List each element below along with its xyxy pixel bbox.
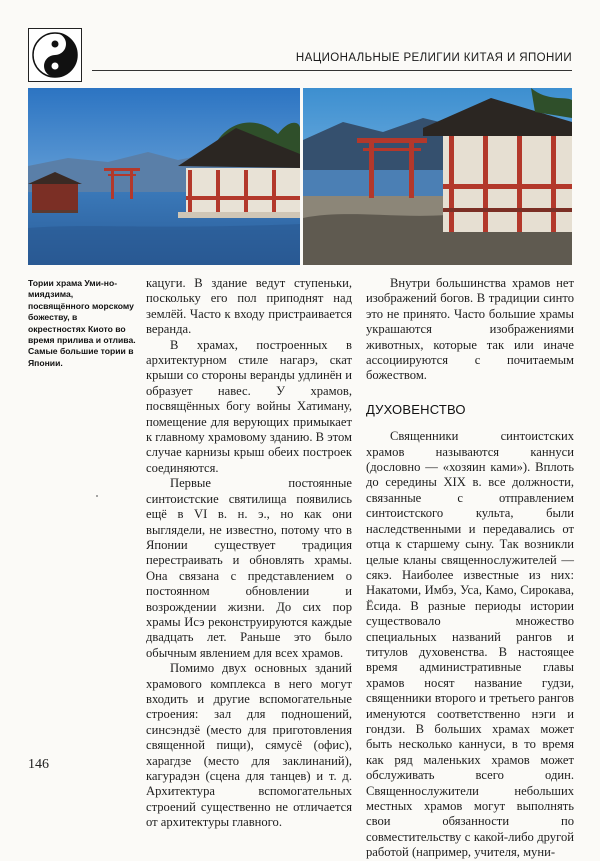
paragraph-intro: Внутри большинства храмов нет изображений богов. В традиции синто это не принято. Часто большие храмы украшаются изображениями животных, которые так или иначе ассоциируются с почитаемым божеством. <box>366 276 574 383</box>
page-number: 146 <box>28 757 49 772</box>
section-title: НАЦИОНАЛЬНЫЕ РЕЛИГИИ КИТАЯ И ЯПОНИИ <box>295 52 572 64</box>
caption-line-note: Самые большие тории в Японии. <box>28 346 134 368</box>
torii-gate-shrine-photo <box>28 88 300 265</box>
margin-dot <box>96 495 98 497</box>
photo-caption <box>28 278 136 369</box>
paragraph: В храмах, построенных в архитектурном стиле нагарэ, скат крыши со стороны веранды удлинён и образует навес. У храмов, посвящённых богу войны Хатиману, помещение для верующих примыкает к главному храмовому зданию. В этом случае карнизы крыш обеих построек соединяются. <box>146 337 352 475</box>
column-middle <box>146 276 352 831</box>
header-emblem <box>28 28 82 82</box>
paragraph: кацуги. В здание ведут ступеньки, поскольку его пол приподнят над землёй. Часто к входу пристраивается веранда. <box>146 276 352 337</box>
header-rule <box>92 70 572 71</box>
paragraph: Священники синтоистских храмов называются каннуси (дословно — «хозяин ками»). Вплоть до середины XIX в. все должности, связанные с отправлением синтоистского культа, были наследственными и передавались от отца к старшему сыну. Так возникли целые кланы священнослужителей — сякэ. Наиболее известные из них: Накатоми, Имбэ, Уса, Камо, Сирокава, Ёсида. В разные периоды истории существовало множество специальных названий рангов и титулов духовенства. В настоящее время административные главы храмов носят название гудзи, священники второго и третьего рангов именуются соответственно нэги и гондзи. В больших храмах может быть несколько каннуси, в то время как ряд маленьких храмов может обслуживать всего один. Священнослужители небольших местных храмов могут выполнять свои обязанности по совместительству с какой-либо другой работой (например, учителя, муни- <box>366 429 574 860</box>
column-right <box>366 276 574 861</box>
torii-gate-low-tide-photo <box>303 88 572 265</box>
yin-yang-icon <box>32 32 78 78</box>
section-heading: ДУХОВЕНСТВО <box>366 401 466 417</box>
paragraph: Помимо двух основных зданий храмового комплекса в него могут входить и другие вспомогательные строения: зал для подношений, синсэндзё (место для приготовления священной пищи), сямусё (офис), харагдзе (место для заклинаний), кагурадэн (сцена для танцев) и т. д. Архитектура вспомогательных строений существенно не отличается от архитектуры главного. <box>146 661 352 830</box>
paragraph: Первые постоянные синтоистские святилища появились ещё в VI в. н. э., но как они выглядели, не известно, потому что в Японии существует традиция перестраивать и обновлять храмы. Она связана с представлением о постоянном обновлении и возрождении жизни. До сих пор храмы Исэ реконструируются каждые двадцать лет. Раньше это было обычным явлением для всех храмов. <box>146 476 352 660</box>
caption-line-main: Тории храма Уми-но-миядзима, посвящённого морскому божеству, в окрестностях Киото во время прилива и отлива. <box>28 278 136 346</box>
